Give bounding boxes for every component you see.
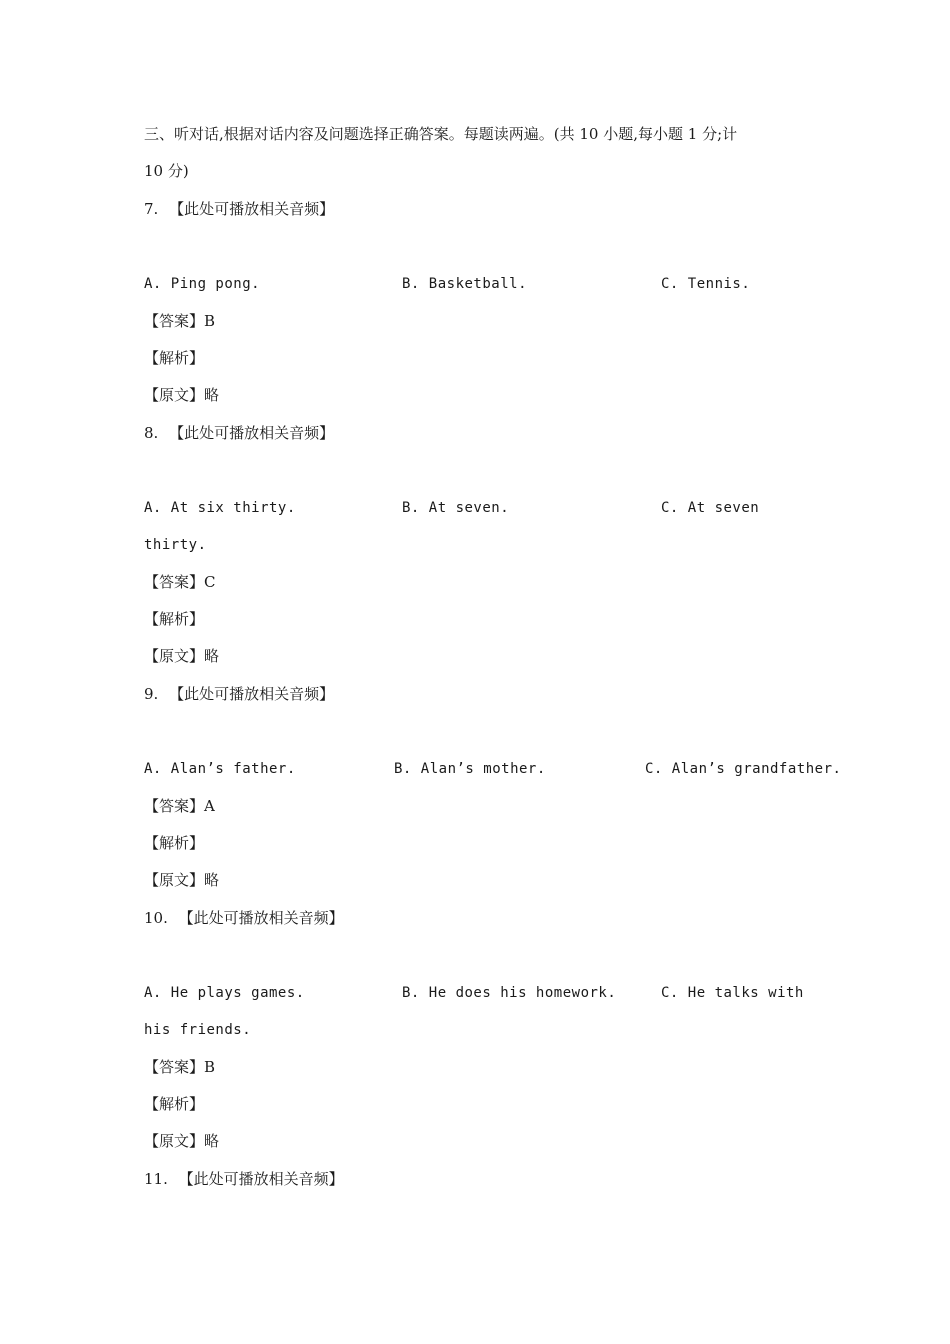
question-number: 8.	[144, 424, 159, 442]
option-a: A. He plays games.	[144, 985, 305, 1001]
original-text: 【原文】略	[144, 647, 220, 665]
answer: 【答案】B	[144, 1058, 216, 1076]
option-a: A. Alan’s father.	[144, 761, 296, 777]
question-9-header	[144, 684, 334, 704]
analysis: 【解析】	[144, 1095, 205, 1113]
option-c: C. At seven	[661, 500, 760, 516]
analysis: 【解析】	[144, 834, 205, 852]
question-7-header	[144, 199, 334, 219]
play-audio-link[interactable]: 【此处可播放相关音频】	[178, 1170, 344, 1188]
question-number: 7.	[144, 200, 159, 218]
question-number: 9.	[144, 685, 159, 703]
original-text: 【原文】略	[144, 386, 220, 404]
original-text: 【原文】略	[144, 1132, 220, 1150]
question-number: 11.	[144, 1170, 168, 1188]
section-heading-line-1: 三、听对话,根据对话内容及问题选择正确答案。每题读两遍。(共 10 小题,每小题 1 分;计	[144, 125, 738, 143]
play-audio-link[interactable]: 【此处可播放相关音频】	[178, 909, 344, 927]
option-b: B. Alan’s mother.	[394, 761, 546, 777]
question-11-header	[144, 1169, 344, 1189]
option-c-continuation: his friends.	[144, 1022, 252, 1038]
section-heading-line-2: 10 分)	[144, 162, 189, 180]
option-b: B. At seven.	[402, 500, 510, 516]
option-c: C. Alan’s grandfather.	[645, 761, 842, 777]
answer: 【答案】C	[144, 573, 216, 591]
option-a: A. Ping pong.	[144, 276, 261, 292]
answer: 【答案】A	[144, 797, 215, 815]
option-a: A. At six thirty.	[144, 500, 296, 516]
option-c-continuation: thirty.	[144, 537, 207, 553]
answer: 【答案】B	[144, 312, 216, 330]
play-audio-link[interactable]: 【此处可播放相关音频】	[169, 200, 335, 218]
option-c: C. He talks with	[661, 985, 804, 1001]
analysis: 【解析】	[144, 610, 205, 628]
play-audio-link[interactable]: 【此处可播放相关音频】	[169, 685, 335, 703]
option-c: C. Tennis.	[661, 276, 751, 292]
original-text: 【原文】略	[144, 871, 220, 889]
question-number: 10.	[144, 909, 168, 927]
option-b: B. Basketball.	[402, 276, 528, 292]
play-audio-link[interactable]: 【此处可播放相关音频】	[169, 424, 335, 442]
question-10-header	[144, 908, 344, 928]
option-b: B. He does his homework.	[402, 985, 617, 1001]
question-8-header	[144, 423, 334, 443]
analysis: 【解析】	[144, 349, 205, 367]
